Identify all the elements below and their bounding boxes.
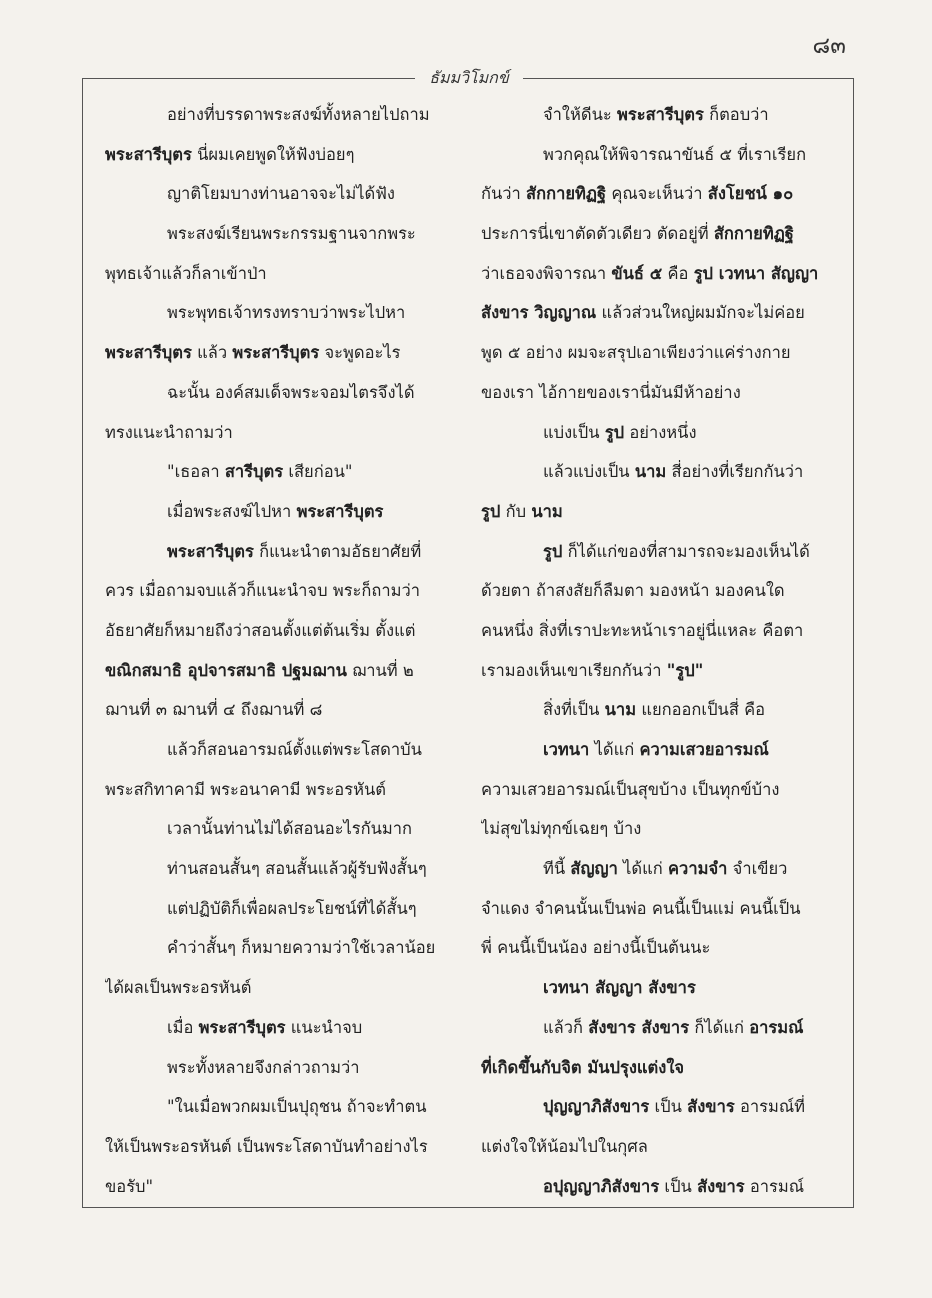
bold-term: "รูป"	[666, 660, 704, 680]
text-line	[105, 928, 457, 968]
text-segment: แต่ปฏิบัติก็เพื่อผลประโยชน์ที่ได้สั้นๆ	[167, 898, 417, 918]
text-segment: ก็ได้แก่ของที่สามารถจะมองเห็นได้	[562, 541, 810, 561]
bold-term: สังขาร	[687, 1097, 735, 1117]
text-line	[481, 1008, 833, 1048]
text-segment: กับ	[500, 501, 532, 521]
text-line	[481, 1167, 833, 1207]
text-segment: เรามองเห็นเขาเรียกกันว่า	[481, 660, 667, 680]
text-segment: ของเรา ไอ้กายของเรานี่มันมีห้าอย่าง	[481, 382, 741, 402]
text-segment: แต่งใจให้น้อมไปในกุศล	[481, 1136, 648, 1156]
text-line	[481, 373, 833, 413]
text-segment: จะพูดอะไร	[319, 343, 401, 363]
text-segment: นี่ผมเคยพูดให้ฟังบ่อยๆ	[191, 144, 355, 164]
text-line	[481, 492, 833, 532]
text-segment: เป็น	[649, 1097, 688, 1117]
text-segment: จำให้ดีนะ	[543, 105, 617, 124]
text-segment: พุทธเจ้าแล้วก็ลาเข้าป่า	[105, 263, 267, 283]
text-segment: เป็น	[659, 1176, 698, 1196]
text-line	[481, 254, 833, 294]
text-line	[105, 452, 457, 492]
bold-term: สักกายทิฏฐิ	[526, 184, 607, 204]
text-line	[481, 809, 833, 849]
text-segment: อารมณ์ที่	[734, 1097, 806, 1117]
bold-term: สังขาร	[697, 1176, 745, 1196]
text-segment: "ในเมื่อพวกผมเป็นปุถุชน ถ้าจะทำตน	[167, 1097, 427, 1117]
text-frame	[82, 68, 854, 1208]
text-segment: เสียก่อน"	[283, 462, 353, 482]
text-line	[481, 174, 833, 214]
running-title: ธัมมวิโมกข์	[415, 65, 523, 91]
bold-term: อปุญญาภิสังขาร	[543, 1176, 660, 1196]
text-line	[481, 770, 833, 810]
text-line	[105, 968, 457, 1008]
bold-term: พระสารีบุตร	[105, 144, 192, 164]
bold-term: พระสารีบุตร	[198, 1017, 286, 1037]
text-segment: ก็ได้แก่	[689, 1017, 750, 1037]
text-line	[481, 95, 833, 135]
text-segment: พระทั้งหลายจึงกล่าวถามว่า	[167, 1057, 360, 1077]
bold-term: สัญญา	[570, 859, 618, 879]
text-segment: อย่างที่บรรดาพระสงฆ์ทั้งหลายไปถาม	[167, 105, 430, 124]
text-line	[481, 651, 833, 691]
bold-term: ที่เกิดขึ้นกับจิต มันปรุงแต่งใจ	[481, 1057, 685, 1077]
bold-term: นาม	[531, 501, 563, 521]
text-line	[105, 690, 457, 730]
text-line	[481, 928, 833, 968]
text-line	[105, 611, 457, 651]
text-line	[481, 968, 833, 1008]
text-segment: ประการนี่เขาตัดตัวเดียว ตัดอยู่ที่	[481, 224, 714, 244]
text-segment: แล้วส่วนใหญ่ผมมักจะไม่ค่อย	[596, 303, 805, 323]
bold-term: เวทนา	[543, 740, 590, 759]
text-line	[105, 95, 457, 135]
text-segment: แล้วก็	[543, 1017, 589, 1037]
text-segment: พระสกิทาคามี พระอนาคามี พระอรหันต์	[105, 779, 386, 799]
text-line	[481, 730, 833, 770]
text-segment: ท่านสอนสั้นๆ สอนสั้นแล้วผู้รับฟังสั้นๆ	[167, 859, 427, 879]
text-line	[105, 532, 457, 572]
text-line	[105, 492, 457, 532]
text-line	[481, 135, 833, 175]
text-line	[105, 651, 457, 691]
text-line	[105, 1127, 457, 1167]
bold-term: ความเสวยอารมณ์	[639, 740, 769, 759]
text-line	[105, 333, 457, 373]
text-line	[105, 730, 457, 770]
bold-term: สังโยชน์ ๑๐	[707, 184, 794, 204]
text-segment: ทีนี้	[543, 859, 571, 879]
text-segment: พวกคุณให้พิจารณาขันธ์ ๕ ที่เราเรียก	[543, 144, 807, 164]
text-line	[481, 690, 833, 730]
text-segment: อารมณ์	[744, 1176, 805, 1196]
text-segment: "เธอลา	[167, 462, 225, 482]
text-segment: พูด ๕ อย่าง ผมจะสรุปเอาเพียงว่าแค่ร่างกาย	[481, 343, 791, 363]
bold-term: พระสารีบุตร	[105, 343, 192, 363]
text-segment: พระสงฆ์เรียนพระกรรมฐานจากพระ	[167, 224, 416, 244]
text-line	[105, 135, 457, 175]
text-line	[481, 1127, 833, 1167]
text-line	[481, 293, 833, 333]
text-line	[481, 849, 833, 889]
text-line	[481, 571, 833, 611]
text-segment: ก็ตอบว่า	[703, 105, 769, 124]
text-line	[105, 1167, 457, 1207]
text-segment: เวลานั้นท่านไม่ได้สอนอะไรกันมาก	[167, 819, 413, 839]
text-segment: พระพุทธเจ้าทรงทราบว่าพระไปหา	[167, 303, 406, 323]
text-segment: ความเสวยอารมณ์เป็นสุขบ้าง เป็นทุกข์บ้าง	[481, 779, 780, 799]
text-segment: แล้วก็สอนอารมณ์ตั้งแต่พระโสดาบัน	[167, 740, 422, 759]
bold-term: สังขาร วิญญาณ	[481, 303, 597, 323]
text-segment: คุณจะเห็นว่า	[606, 184, 708, 204]
text-line	[105, 1048, 457, 1088]
bold-term: นาม	[634, 462, 667, 482]
bold-term: รูป	[481, 501, 501, 521]
text-segment: ฌานที่ ๒	[346, 660, 414, 680]
text-line	[105, 770, 457, 810]
text-segment: แบ่งเป็น	[543, 422, 605, 442]
text-line	[105, 889, 457, 929]
text-segment: คนหนึ่ง สิ่งที่เราปะทะหน้าเราอยู่นี่แหละ คือตา	[481, 620, 804, 640]
text-segment: ให้เป็นพระอรหันต์ เป็นพระโสดาบันทำอย่างไร	[105, 1136, 428, 1156]
text-line	[105, 254, 457, 294]
text-segment: ญาติโยมบางท่านอาจจะไม่ได้ฟัง	[167, 184, 395, 204]
text-segment: ฌานที่ ๓ ฌานที่ ๔ ถึงฌานที่ ๘	[105, 700, 323, 720]
right-column	[481, 95, 833, 1206]
bold-term: รูป เวทนา สัญญา	[693, 263, 819, 283]
text-segment: จำเขียว	[727, 859, 788, 879]
bold-term: สักกายทิฏฐิ	[713, 224, 794, 244]
bold-term: รูป	[543, 541, 563, 561]
page-number: ๘๓	[812, 33, 846, 59]
bold-term: รูป	[604, 422, 625, 442]
bold-term: พระสารีบุตร	[616, 105, 704, 124]
text-line	[481, 452, 833, 492]
bold-term: พระสารีบุตร	[167, 541, 254, 561]
text-segment: จำแดง จำคนนั้นเป็นพ่อ คนนี้เป็นแม่ คนนี้เป็น	[481, 898, 801, 918]
text-line	[105, 413, 457, 453]
text-segment: ก็แนะนำตามอัธยาศัยที่	[253, 541, 422, 561]
bold-term: อารมณ์	[749, 1017, 804, 1037]
text-segment: เมื่อพระสงฆ์ไปหา	[167, 501, 297, 521]
text-line	[105, 373, 457, 413]
bold-term: สังขาร สังขาร	[588, 1017, 690, 1037]
text-segment: คำว่าสั้นๆ ก็หมายความว่าใช้เวลาน้อย	[167, 938, 436, 958]
text-segment: แล้ว	[191, 343, 233, 363]
text-line	[105, 293, 457, 333]
text-line	[481, 889, 833, 929]
text-line	[105, 849, 457, 889]
text-segment: ทรงแนะนำถามว่า	[105, 422, 233, 442]
text-segment: ฉะนั้น องค์สมเด็จพระจอมไตรจึงได้	[167, 382, 415, 402]
bold-term: ความจำ	[668, 859, 728, 879]
text-segment: แนะนำจบ	[285, 1017, 363, 1037]
text-line	[105, 1008, 457, 1048]
left-column	[105, 95, 457, 1206]
bold-term: ปุญญาภิสังขาร	[543, 1097, 650, 1117]
text-segment: ควร เมื่อถามจบแล้วก็แนะนำจบ พระก็ถามว่า	[105, 581, 421, 601]
text-line	[481, 1048, 833, 1088]
text-segment: สิ่งที่เป็น	[543, 700, 605, 720]
bold-term: ขันธ์ ๕	[611, 263, 663, 283]
text-line	[481, 1087, 833, 1127]
text-line	[481, 333, 833, 373]
text-line	[105, 214, 457, 254]
text-segment: ขอรับ"	[105, 1176, 154, 1196]
text-line	[481, 611, 833, 651]
text-line	[105, 174, 457, 214]
text-line	[105, 809, 457, 849]
text-segment: ว่าเธอจงพิจารณา	[481, 263, 612, 283]
text-segment: พี่ คนนี้เป็นน้อง อย่างนี้เป็นต้นนะ	[481, 938, 711, 958]
text-segment: แล้วแบ่งเป็น	[543, 462, 635, 482]
text-segment: อย่างหนึ่ง	[624, 422, 697, 442]
text-segment: ได้ผลเป็นพระอรหันต์	[105, 978, 252, 998]
text-segment: เมื่อ	[167, 1017, 199, 1037]
text-segment: อัธยาศัยก็หมายถึงว่าสอนตั้งแต่ต้นเริ่ม ตั้งแต่	[105, 620, 416, 640]
bold-term: พระสารีบุตร	[296, 501, 384, 521]
text-segment: กันว่า	[481, 184, 527, 204]
text-line	[105, 1087, 457, 1127]
text-line	[481, 214, 833, 254]
text-segment: สี่อย่างที่เรียกกันว่า	[666, 462, 804, 482]
bold-term: เวทนา สัญญา สังขาร	[543, 978, 696, 998]
bold-term: สารีบุตร	[224, 462, 284, 482]
bold-term: ขณิกสมาธิ อุปจารสมาธิ ปฐมฌาน	[105, 660, 347, 680]
bold-term: นาม	[604, 700, 637, 720]
text-segment: ด้วยตา ถ้าสงสัยก็ลืมตา มองหน้า มองคนใด	[481, 581, 785, 601]
text-segment: ได้แก่	[589, 740, 640, 759]
bold-term: พระสารีบุตร	[232, 343, 320, 363]
text-line	[481, 532, 833, 572]
text-segment: ได้แก่	[617, 859, 669, 879]
text-line	[481, 413, 833, 453]
text-segment: ไม่สุขไม่ทุกข์เฉยๆ บ้าง	[481, 819, 642, 839]
text-line	[105, 571, 457, 611]
text-segment: แยกออกเป็นสี่ คือ	[636, 700, 766, 720]
text-segment: คือ	[662, 263, 694, 283]
